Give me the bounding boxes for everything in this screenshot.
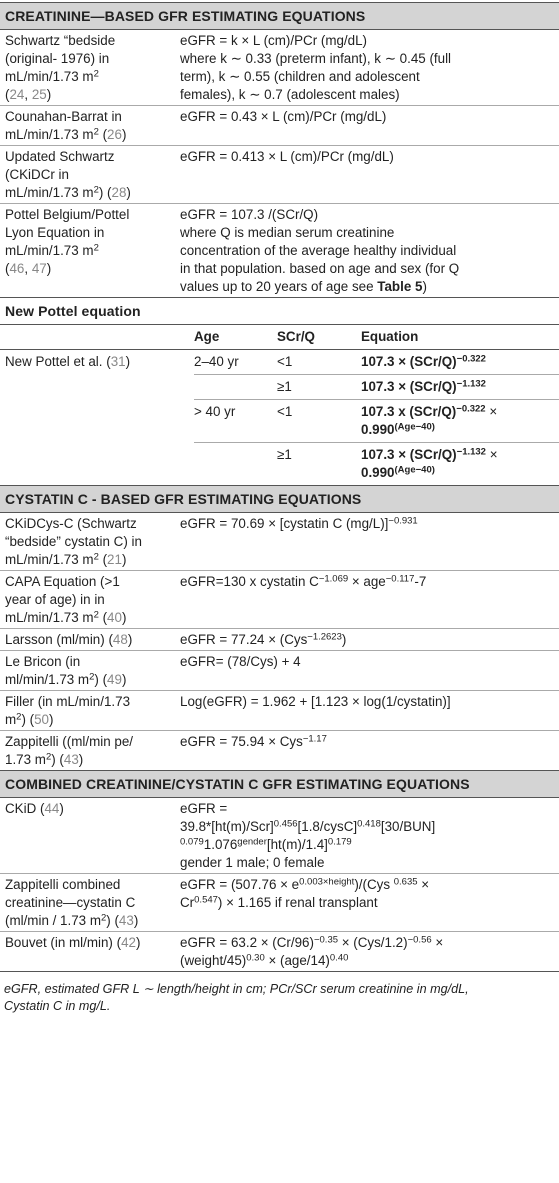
reference: 43 <box>118 913 134 928</box>
reference: 25 <box>31 87 47 102</box>
table-row <box>0 570 559 628</box>
equation-formula: $107.3 \times (SCr/Q)^{-1.132}$ <box>361 375 559 400</box>
table-row <box>0 105 559 145</box>
table-row <box>0 873 559 931</box>
reference: 44 <box>44 801 60 816</box>
equation-name: Schwartz “bedside (original- 1976) in mL/min/1.73 $m^2$ (24, 25) <box>5 33 116 102</box>
table-row <box>0 203 559 297</box>
equation-name: Bouvet (in ml/min) (42) <box>5 935 141 950</box>
equation-formula: eGFR = 70.69 × [cystatin C (mg/L)]$^{-0.931}$ <box>180 515 418 531</box>
reference: 31 <box>110 354 126 369</box>
table-footnote: eGFR, estimated GFR L ∼ length/height in cm; PCr/SCr serum creatinine in mg/dL, Cystatin C in mg/L. <box>0 971 559 1015</box>
equation-name: Larsson (ml/min) (48) <box>5 632 133 647</box>
reference: 42 <box>121 935 136 950</box>
reference: 50 <box>34 712 49 727</box>
table-row <box>0 690 559 730</box>
equation-name: Filler (in mL/min/1.73 $m^2$) (50) <box>5 694 131 727</box>
equation-name: New Pottel et al. (31) <box>5 354 131 369</box>
section-header-creatinine: CREATININE—BASED GFR ESTIMATING EQUATIONS <box>0 2 559 30</box>
col-age: Age <box>194 325 277 350</box>
equation-formula: eGFR = 75.94 × Cys$^{-1.17}$ <box>180 733 327 749</box>
equation-name: Pottel Belgium/Pottel Lyon Equation in mL/min/1.73 $m^2$ (46, 47) <box>5 207 130 276</box>
reference: 26 <box>107 127 122 142</box>
equation-formula: $107.3 \times (SCr/Q)^{-1.132}$ × $0.990^{(Age-40)}$ <box>361 443 559 486</box>
table-row <box>0 931 559 971</box>
reference: 40 <box>107 610 122 625</box>
section-header-combined: COMBINED CREATININE/CYSTATIN C GFR ESTIMATING EQUATIONS <box>0 770 559 798</box>
table-row <box>0 650 559 690</box>
reference: 47 <box>31 261 47 276</box>
equation-formula: eGFR = $39.8*[ht(m)/Scr]^{0.456}[1.8/cysC]^{0.418}[30/BUN]$ $^{0.079}1.076^{gender}[ht(m)/1.4]^{0.179}$ gender 1 male; 0 female <box>180 801 436 870</box>
pottel-table <box>0 324 559 485</box>
equation-formula: eGFR = $63.2 \times (Cr/96)^{-0.35} \times (Cys/1.2)^{-0.56}$ × (weight/45)$^{0.30}$ × $(age/14)^{0.40}$ <box>180 934 444 968</box>
equation-name: Updated Schwartz (CKiDCr in mL/min/1.73 $m^2$) (28) <box>5 149 131 200</box>
table-row: ≥1 $107.3 \times (SCr/Q)^{-1.132}$ <box>0 375 559 400</box>
table-row <box>0 628 559 650</box>
equation-formula: eGFR = 0.413 × L (cm)/PCr (mg/dL) <box>180 149 394 164</box>
equation-name: Zappitelli ((ml/min pe/ 1.73 $m^2$) (43) <box>5 734 133 767</box>
equation-name: Counahan-Barrat in mL/min/1.73 $m^2$ (26) <box>5 109 127 142</box>
reference: 21 <box>107 552 122 567</box>
pottel-header-row <box>0 325 559 350</box>
reference: 48 <box>112 632 128 647</box>
section-header-new-pottel: New Pottel equation <box>0 297 559 324</box>
equation-formula: eGFR = 77.24 × (Cys$^{-1.2623}$) <box>180 631 347 647</box>
reference: 24 <box>9 87 25 102</box>
table-row <box>0 30 559 105</box>
equation-formula: eGFR = $(507.76 \times e^{0.003\times height})/(Cys$ $^{0.635}$ × $Cr^{0.547}) \times 1.165$ if renal transplant <box>180 876 430 910</box>
equation-formula: eGFR = k × L (cm)/PCr (mg/dL) where k ∼ 0.33 (preterm infant), k ∼ 0.45 (full term), k ∼ 0.55 (children and adolescent females), k ∼ 0.7 (adolescent males) <box>180 33 452 102</box>
col-equation: Equation <box>361 325 559 350</box>
equation-formula: $107.3 \times (SCr/Q)^{-0.322}$ <box>361 353 486 369</box>
table-row <box>0 798 559 873</box>
equation-name: CKiD (44) <box>5 801 64 816</box>
equation-formula: eGFR= (78/Cys) + 4 <box>180 654 301 669</box>
table-row: New Pottel et al. (31) 2–40 yr <1 $107.3 \times (SCr/Q)^{-0.322}$ <box>0 350 559 375</box>
equation-formula: eGFR = 0.43 × L (cm)/PCr (mg/dL) <box>180 109 387 124</box>
equation-name: Le Bricon (in ml/min/1.73 $m^2$) (49) <box>5 654 127 687</box>
table-row: > 40 yr <1 107.3 x $(SCr/Q)^{-0.322}$ × $0.990^{(Age-40)}$ <box>0 400 559 443</box>
equation-name: Zappitelli combined creatinine—cystatin C (ml/min / 1.73 $m^2$) (43) <box>5 877 139 928</box>
section-header-cystatin: CYSTATIN C - BASED GFR ESTIMATING EQUATIONS <box>0 485 559 513</box>
table-row <box>0 145 559 203</box>
equation-formula: eGFR=130 x cystatin $C^{-1.069} \times age^{-0.117}-7$ <box>180 573 427 589</box>
table-row <box>0 513 559 570</box>
table-row: ≥1 $107.3 \times (SCr/Q)^{-1.132}$ × $0.990^{(Age-40)}$ <box>0 443 559 486</box>
equation-formula: Log(eGFR) = 1.962 + [1.123 × log(1/cystatin)] <box>180 694 451 709</box>
equation-name: CKiDCys-C (Schwartz “bedside” cystatin C) in mL/min/1.73 $m^2$ (21) <box>5 516 142 567</box>
reference: 49 <box>107 672 122 687</box>
reference: 46 <box>9 261 25 276</box>
reference: 43 <box>63 752 79 767</box>
equation-name: CAPA Equation (>1 year of age) in in mL/min/1.73 $m^2$ (40) <box>5 574 127 625</box>
equation-formula: eGFR = 107.3 /(SCr/Q) where Q is median serum creatinine concentration of the average healthy individual in that population. based on age and sex (for Q values up to 20 years of age see Table 5) <box>180 207 460 294</box>
table-row <box>0 730 559 770</box>
col-scr: SCr/Q <box>277 325 361 350</box>
equation-formula: 107.3 x $(SCr/Q)^{-0.322}$ × $0.990^{(Age-40)}$ <box>361 400 559 443</box>
reference: 28 <box>111 185 127 200</box>
